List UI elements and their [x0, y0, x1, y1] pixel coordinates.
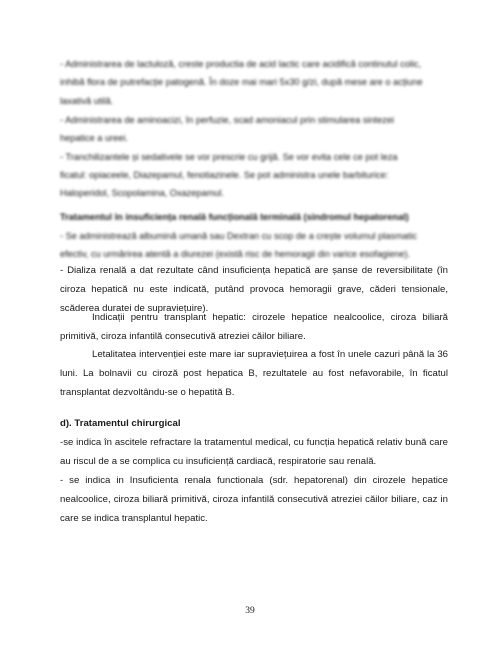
blurred-line: hepatice a ureei. [60, 133, 128, 143]
blurred-heading: Tratamentul în insuficiența renală funcțională terminală (sindromul hepatorenal) [60, 212, 409, 222]
blurred-line: Haloperidol, Scopolamina, Oxazepamul. [60, 188, 224, 198]
blurred-line: - Tranchilizantele și sedativele se vor prescrie cu grijă. Se vor evita cele ce pot leza [60, 152, 398, 162]
surgical-treatment-heading: d). Tratamentul chirurgical [60, 418, 181, 429]
surgical-paragraph-hepatorenal: - se indica in Insuficienta renala functionala (sdr. hepatorenal) din cirozele hepatice nealcoolice, ciroza biliară primitivă, ciroza infantilă consecutivă atreziei căilor biliare, caz in care se indica transplantul hepatic. [60, 475, 448, 524]
blurred-top-section [0, 0, 500, 259]
blurred-line: - Administrarea de lactuloză, creste productia de acid lactic care acidifică continutul colic, [60, 59, 422, 69]
surgical-paragraph-ascites: -se indica în ascitele refractare la tratamentul medical, cu funcția hepatică relativ bună care au riscul de a se complica cu insuficiență cardiacă, respiratorie sau renală. [60, 437, 448, 467]
blurred-line: ficatul: opiaceele, Diazepamul, fenotiazinele. Se pot administra unele barbiturice: [60, 170, 389, 180]
transplant-indications-paragraph: Indicații pentru transplant hepatic: cirozele hepatice nealcoolice, ciroza biliară primitivă, ciroza infantilă consecutivă atreziei căilor biliare. [60, 312, 448, 342]
blurred-line: inhibă flora de putrefacție patogenă. În doze mai mari 5x30 g/zi, după mese are o acțiune [60, 77, 423, 87]
page-number: 39 [245, 606, 255, 616]
blurred-line: - Administrarea de aminoacizi, în perfuzie, scad amoniacul prin stimularea sintezei [60, 115, 394, 125]
lethality-paragraph: Letalitatea intervenției este mare iar supraviețuirea a fost în unele cazuri până la 36 luni. La bolnavii cu ciroză post hepatica B, rezultatele au fost nefavorabile, în ficatul transplantat dezvoltându-se o hepatită B. [60, 349, 448, 398]
blurred-line: - Se administrează albumină umană sau Dextran cu scop de a crește volumul plasmatic [60, 231, 417, 241]
blurred-line: efectiv, cu urmărirea atentă a diurezei (există risc de hemoragii din varice esofagiene). [60, 249, 411, 259]
blurred-line: laxativă utilă. [60, 96, 114, 106]
dialysis-paragraph: - Dializa renală a dat rezultate când insuficiența hepatică are șanse de reversibilitate (în ciroza hepatică nu este indicată, putând provoca hemoragii grave, căderi tensionale, scăderea duratei de supraviețuire). [60, 265, 448, 314]
